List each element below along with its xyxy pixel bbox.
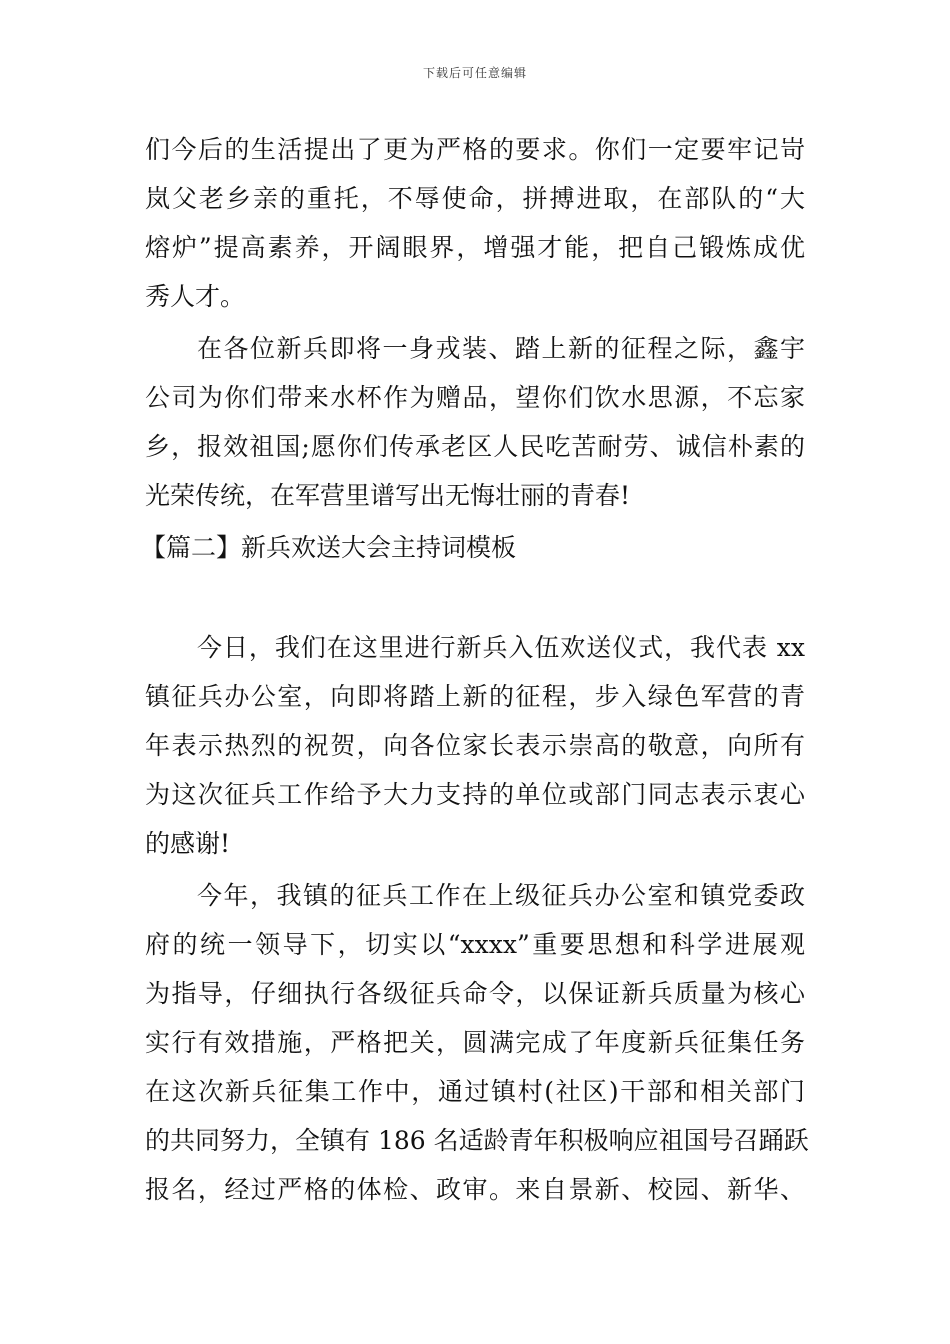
text-line: 报名，经过严格的体检、政审。来自景新、校园、新华、: [145, 1175, 805, 1204]
text-line: 年表示热烈的祝贺，向各位家长表示崇高的敬意，向所有: [145, 731, 805, 760]
text-line: 乡，报效祖国;愿你们传承老区人民吃苦耐劳、诚信朴素的: [145, 432, 805, 461]
text-line: 今年，我镇的征兵工作在上级征兵办公室和镇党委政: [197, 881, 805, 910]
text-line: 镇征兵办公室，向即将踏上新的征程，步入绿色军营的青: [145, 682, 805, 711]
text-line: 实行有效措施，严格把关，圆满完成了年度新兵征集任务: [145, 1028, 805, 1057]
text-line: 府的统一领导下，切实以“xxxx”重要思想和科学进展观: [145, 930, 805, 959]
text-line: 在这次新兵征集工作中，通过镇村(社区)干部和相关部门: [145, 1077, 805, 1106]
text-line: 的感谢!: [145, 829, 231, 858]
page-header-note: 下载后可任意编辑: [422, 66, 527, 80]
text-line: 为这次征兵工作给予大力支持的单位或部门同志表示衷心: [145, 780, 805, 809]
text-line: 公司为你们带来水杯作为赠品，望你们饮水思源，不忘家: [145, 383, 805, 412]
text-line: 在各位新兵即将一身戎装、踏上新的征程之际，鑫宇: [197, 334, 805, 363]
text-line: 今日，我们在这里进行新兵入伍欢送仪式，我代表 xx: [197, 633, 805, 662]
text-line: 的共同努力，全镇有 186 名适龄青年积极响应祖国号召踊跃: [145, 1126, 809, 1155]
text-line: 秀人才。: [145, 282, 246, 311]
text-line: 熔炉”提高素养，开阔眼界，增强才能，把自己锻炼成优: [145, 233, 805, 262]
text-line: 光荣传统，在军营里谱写出无悔壮丽的青春!: [145, 481, 631, 510]
section-heading: 【篇二】新兵欢送大会主持词模板: [141, 533, 517, 562]
text-line: 岚父老乡亲的重托，不辱使命，拼搏进取，在部队的“大: [145, 184, 805, 213]
text-line: 为指导，仔细执行各级征兵命令，以保证新兵质量为核心: [145, 979, 805, 1008]
text-line: 们今后的生活提出了更为严格的要求。你们一定要牢记岢: [145, 135, 805, 164]
